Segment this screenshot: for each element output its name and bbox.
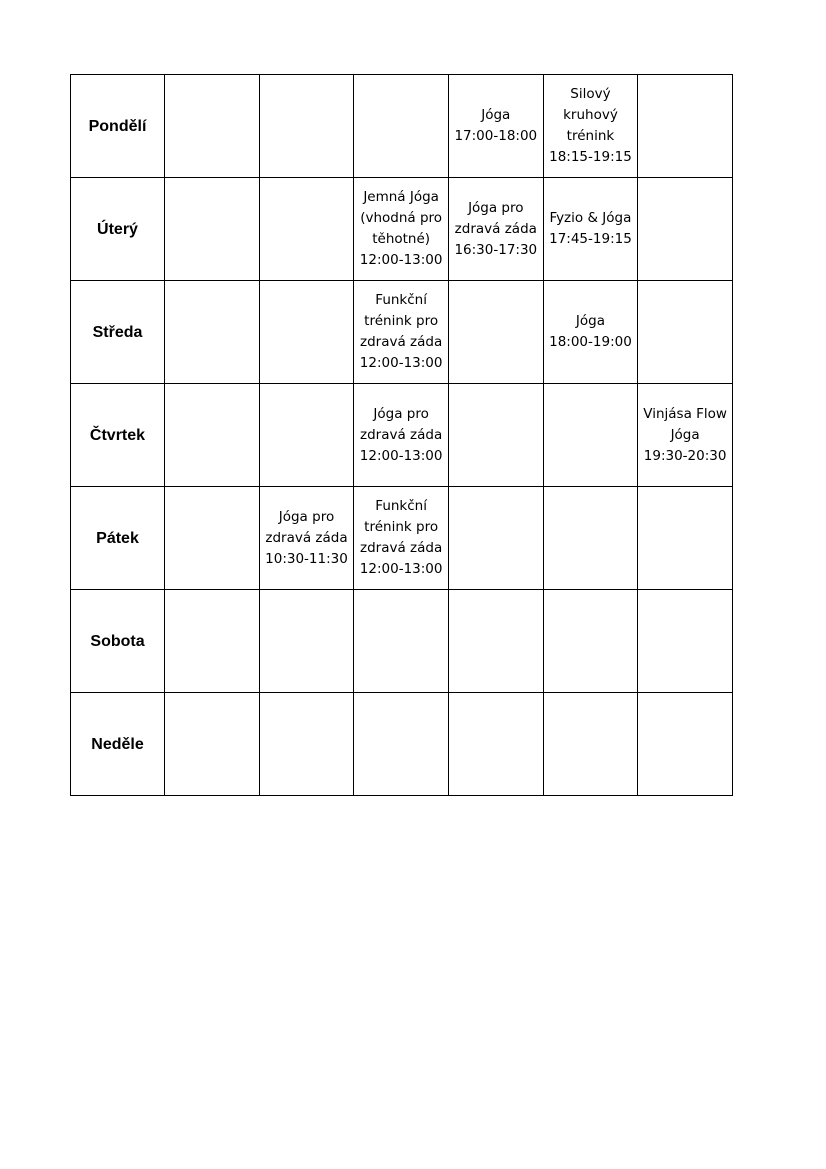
class-slot-line: trénink pro <box>364 519 439 535</box>
empty-slot <box>543 590 638 693</box>
schedule-row <box>71 281 733 384</box>
empty-slot <box>354 590 449 693</box>
class-slot-line: 12:00-13:00 <box>359 252 443 268</box>
empty-slot <box>448 693 543 796</box>
day-label: Pondělí <box>71 75 165 178</box>
class-slot-line: 12:00-13:00 <box>359 447 443 464</box>
empty-slot <box>259 281 354 384</box>
class-slot <box>638 384 733 487</box>
empty-slot <box>165 281 260 384</box>
class-slot-line: 18:15-19:15 <box>549 149 632 165</box>
class-slot-line: Jemná Jóga <box>363 189 439 205</box>
class-slot-line: 10:30-11:30 <box>265 550 348 567</box>
schedule-body <box>71 75 733 796</box>
class-slot-line: (vhodná pro <box>360 210 443 226</box>
class-slot-line: zdravá záda <box>360 334 443 350</box>
class-slot-line: Jóga pro <box>278 508 335 525</box>
empty-slot <box>259 693 354 796</box>
empty-slot <box>448 281 543 384</box>
class-slot-line: 17:00-18:00 <box>454 128 538 144</box>
empty-slot <box>165 693 260 796</box>
schedule-row <box>71 693 733 796</box>
class-slot-line: Jóga pro <box>468 199 524 216</box>
empty-slot <box>448 487 543 590</box>
empty-slot <box>259 178 354 281</box>
day-label: Neděle <box>71 693 165 796</box>
class-slot-line: Funkční <box>375 498 427 514</box>
empty-slot <box>165 590 260 693</box>
class-slot-line: zdravá záda <box>265 529 348 546</box>
empty-slot <box>354 75 449 178</box>
class-slot-line: 12:00-13:00 <box>359 355 443 371</box>
class-slot-line: trénink pro <box>364 313 439 329</box>
empty-slot <box>165 178 260 281</box>
class-slot <box>448 75 543 178</box>
class-slot-line: zdravá záda <box>360 426 443 443</box>
class-slot <box>543 178 638 281</box>
empty-slot <box>165 75 260 178</box>
class-slot-line: 18:00-19:00 <box>549 334 632 350</box>
class-slot <box>354 281 449 384</box>
schedule-row <box>71 384 733 487</box>
day-label: Středa <box>71 281 165 384</box>
class-slot <box>354 487 449 590</box>
class-slot <box>259 487 354 590</box>
class-slot <box>354 178 449 281</box>
class-slot-line: 12:00-13:00 <box>359 561 443 577</box>
schedule-row <box>71 590 733 693</box>
class-slot <box>543 75 638 178</box>
class-slot-line: kruhový <box>563 107 618 123</box>
empty-slot <box>638 281 733 384</box>
day-label: Úterý <box>71 178 165 281</box>
class-slot <box>543 281 638 384</box>
class-slot-line: těhotné) <box>372 231 431 247</box>
class-slot-line: Jóga <box>575 313 605 329</box>
class-slot <box>354 384 449 487</box>
empty-slot <box>165 487 260 590</box>
schedule-row <box>71 178 733 281</box>
day-label: Pátek <box>71 487 165 590</box>
empty-slot <box>638 75 733 178</box>
class-slot-line: zdravá záda <box>360 540 443 556</box>
class-slot-line: trénink <box>566 128 615 144</box>
class-slot-line: Jóga pro <box>373 405 429 422</box>
class-slot-line: Silový <box>570 86 611 102</box>
empty-slot <box>259 75 354 178</box>
day-label: Čtvrtek <box>71 384 165 487</box>
empty-slot <box>165 384 260 487</box>
empty-slot <box>543 693 638 796</box>
class-slot <box>448 178 543 281</box>
empty-slot <box>638 693 733 796</box>
schedule-row <box>71 75 733 178</box>
empty-slot <box>448 384 543 487</box>
empty-slot <box>638 178 733 281</box>
class-slot-line: Funkční <box>375 292 427 308</box>
class-slot-line: 19:30-20:30 <box>643 447 727 464</box>
class-slot-line: Jóga <box>481 107 511 123</box>
class-slot-line: 16:30-17:30 <box>454 241 538 258</box>
empty-slot <box>354 693 449 796</box>
empty-slot <box>543 487 638 590</box>
empty-slot <box>259 384 354 487</box>
empty-slot <box>543 384 638 487</box>
weekly-schedule-table <box>70 74 733 796</box>
class-slot-line: zdravá záda <box>454 220 537 237</box>
class-slot-line: Jóga <box>670 426 700 443</box>
schedule-row <box>71 487 733 590</box>
class-slot-line: Vinjása Flow <box>643 405 727 422</box>
empty-slot <box>638 590 733 693</box>
empty-slot <box>638 487 733 590</box>
empty-slot <box>448 590 543 693</box>
class-slot-line: Fyzio & Jóga <box>549 210 632 226</box>
class-slot-line: 17:45-19:15 <box>549 231 632 247</box>
empty-slot <box>259 590 354 693</box>
day-label: Sobota <box>71 590 165 693</box>
